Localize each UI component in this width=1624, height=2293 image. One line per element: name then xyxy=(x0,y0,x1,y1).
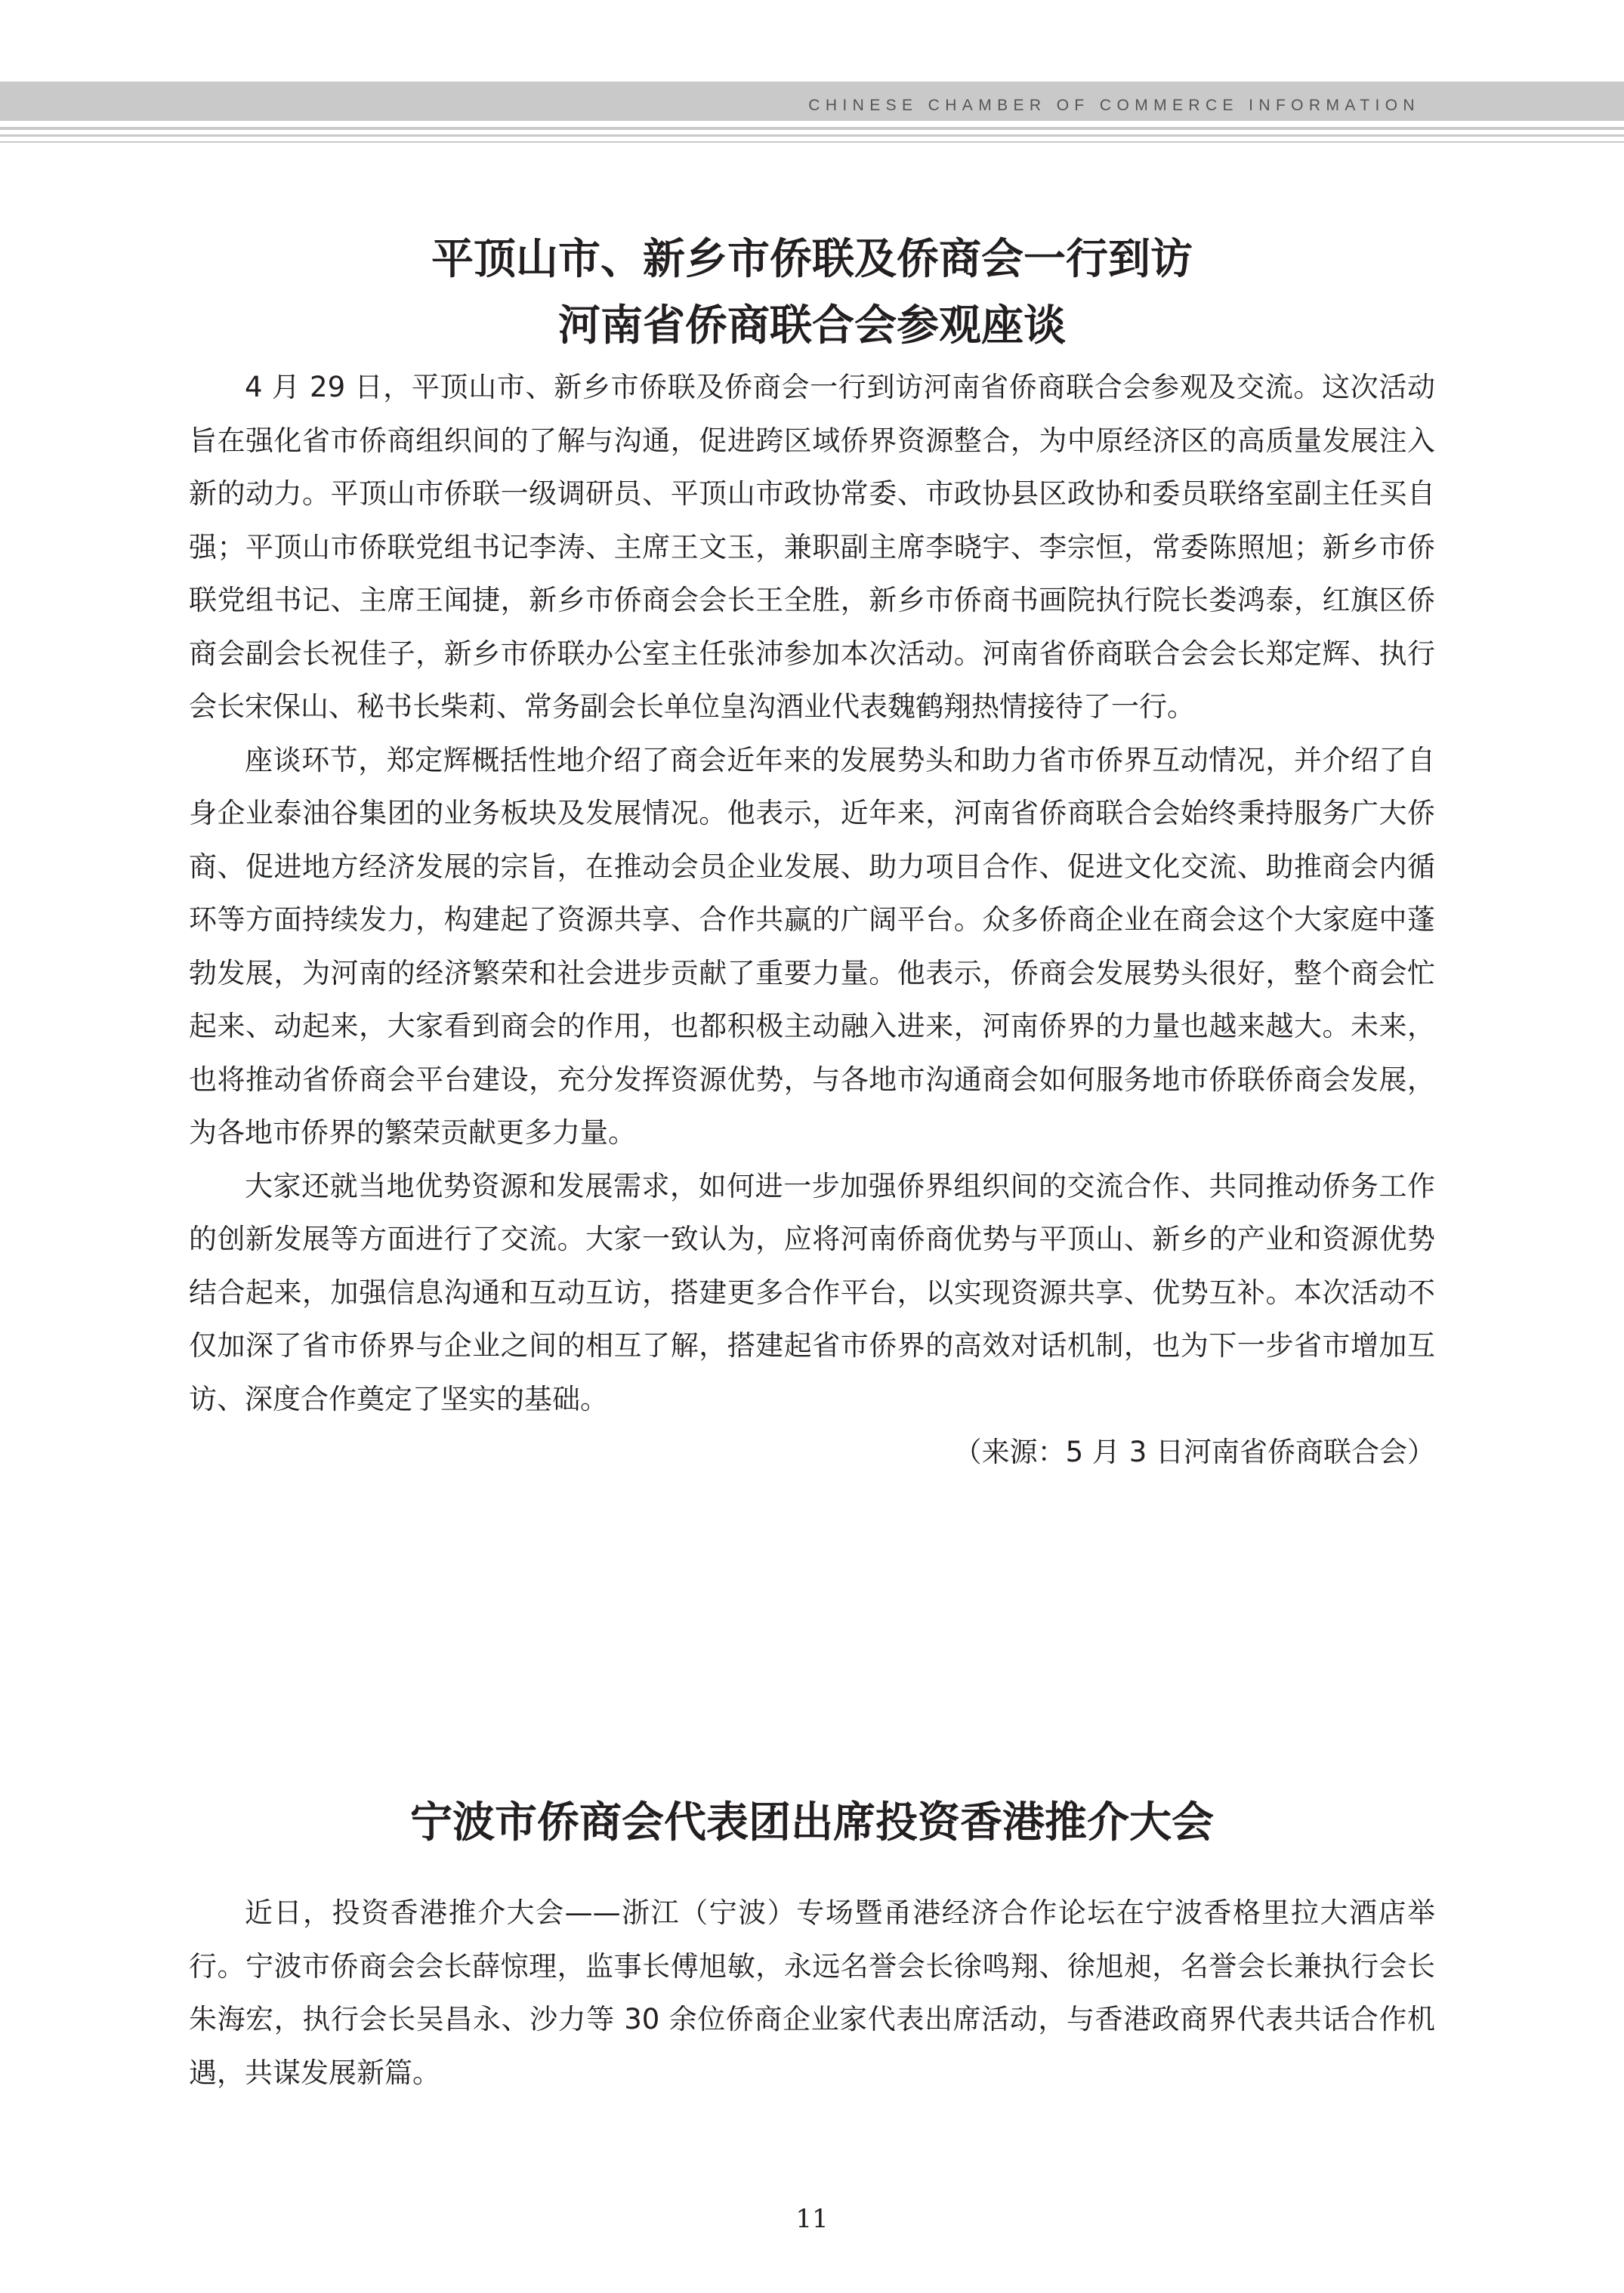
running-header: CHINESE CHAMBER OF COMMERCE INFORMATION xyxy=(808,97,1420,114)
article-title-line: 河南省侨商联合会参观座谈 xyxy=(558,301,1066,350)
page-number: 11 xyxy=(795,2204,829,2234)
header-rule xyxy=(0,134,1624,137)
article-body xyxy=(189,361,1435,1480)
source-attribution: （来源：5 月 3 日河南省侨商联合会） xyxy=(953,1436,1435,1468)
article-ningbo-delegation xyxy=(189,1790,1435,2100)
paragraph: 座谈环节，郑定辉概括性地介绍了商会近年来的发展势头和助力省市侨界互动情况，并介绍了自身企业泰油谷集团的业务板块及发展情况。他表示，近年来，河南省侨商联合会始终秉持服务广大侨商、促进地方经济发展的宗旨，在推动会员企业发展、助力项目合作、促进文化交流、助推商会内循环等方面持续发力，构建起了资源共享、合作共赢的广阔平台。众多侨商企业在商会这个大家庭中蓬勃发展，为河南的经济繁荣和社会进步贡献了重要力量。他表示，侨商会发展势头很好，整个商会忙起来、动起来，大家看到商会的作用，也都积极主动融入进来，河南侨界的力量也越来越大。未来，也将推动省侨商会平台建设，充分发挥资源优势，与各地市沟通商会如何服务地市侨联侨商会发展，为各地市侨界的繁荣贡献更多力量。 xyxy=(189,743,1435,1149)
article-body xyxy=(189,1887,1435,2100)
paragraph: 4 月 29 日，平顶山市、新乡市侨联及侨商会一行到访河南省侨商联合会参观及交流。这次活动旨在强化省市侨商组织间的了解与沟通，促进跨区域侨界资源整合，为中原经济区的高质量发展注入新的动力。平顶山市侨联一级调研员、平顶山市政协常委、市政协县区政协和委员联络室副主任买自强；平顶山市侨联党组书记李涛、主席王文玉，兼职副主席李晓宇、李宗恒，常委陈照旭；新乡市侨联党组书记、主席王闻捷，新乡市侨商会会长王全胜，新乡市侨商书画院执行院长娄鸿泰，红旗区侨商会副会长祝佳子，新乡市侨联办公室主任张沛参加本次活动。河南省侨商联合会会长郑定辉、执行会长宋保山、秘书长柴莉、常务副会长单位皇沟酒业代表魏鹤翔热情接待了一行。 xyxy=(189,371,1435,723)
header-rule xyxy=(0,127,1624,130)
paragraph: 近日，投资香港推介大会——浙江（宁波）专场暨甬港经济合作论坛在宁波香格里拉大酒店举行。宁波市侨商会会长薛惊理，监事长傅旭敏，永远名誉会长徐鸣翔、徐旭昶，名誉会长兼执行会长朱海宏，执行会长吴昌永、沙力等 30 余位侨商企业家代表出席活动，与香港政商界代表共话合作机遇，共谋发展新篇。 xyxy=(189,1896,1435,2089)
article-title xyxy=(189,227,1435,360)
article-pingdingshan-xinxiang xyxy=(189,227,1435,1480)
article-title xyxy=(189,1790,1435,1856)
header-rule xyxy=(0,141,1624,143)
paragraph: 大家还就当地优势资源和发展需求，如何进一步加强侨界组织间的交流合作、共同推动侨务工作的创新发展等方面进行了交流。大家一致认为，应将河南侨商优势与平顶山、新乡的产业和资源优势结合起来，加强信息沟通和互动互访，搭建更多合作平台，以实现资源共享、优势互补。本次活动不仅加深了省市侨界与企业之间的相互了解，搭建起省市侨界的高效对话机制，也为下一步省市增加互访、深度合作奠定了坚实的基础。 xyxy=(189,1169,1435,1415)
article-title-line: 平顶山市、新乡市侨联及侨商会一行到访 xyxy=(431,235,1193,284)
article-title-line: 宁波市侨商会代表团出席投资香港推介大会 xyxy=(410,1798,1214,1847)
